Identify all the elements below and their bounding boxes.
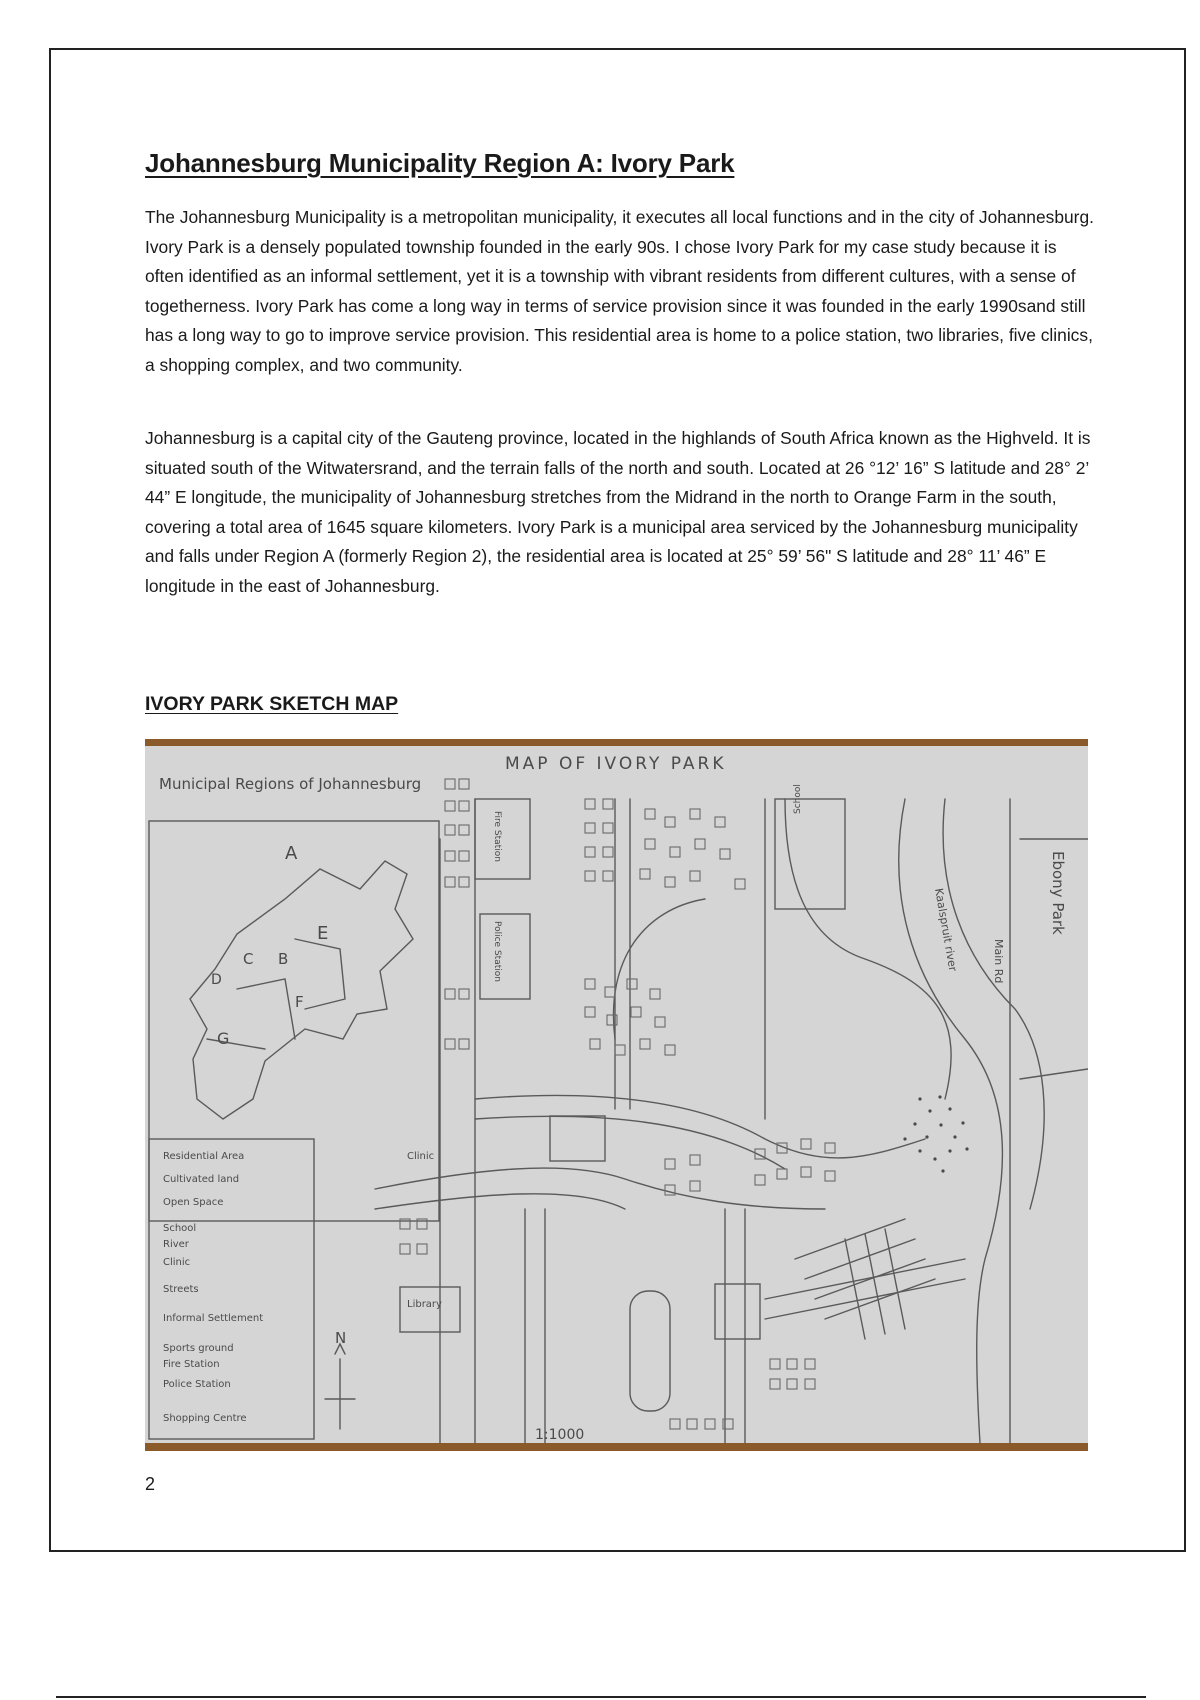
region-label-d: D	[211, 972, 222, 988]
kaalspruit-river-label: Kaalspruit river	[932, 887, 960, 973]
region-label-f: F	[295, 993, 304, 1011]
legend-item-0: Residential Area	[163, 1151, 245, 1162]
legend-item-5: Clinic	[163, 1257, 191, 1268]
fire-station-label: Fire Station	[492, 811, 502, 862]
map-scale: 1:1000	[535, 1427, 585, 1443]
region-label-e: E	[317, 923, 329, 944]
police-station-label: Police Station	[492, 921, 502, 982]
location-paragraph: Johannesburg is a capital city of the Gauteng province, located in the highlands of South Africa known as the Highveld. It is situated south of the Witwatersrand, and the terrain falls of the north and south. Located at 26 °12’ 16” S latitude and 28° 2’ 44” E longitude, the municipality of Johannesburg stretches from the Midrand in the north to Orange Farm in the south, covering a total area of 1645 square kilometers. Ivory Park is a municipal area serviced by the Johannesburg municipality and falls under Region A (formerly Region 2), the residential area is located at 25° 59’ 56" S latitude and 28° 11’ 46” E longitude in the east of Johannesburg.	[145, 428, 1091, 596]
inset-title: Municipal Regions of Johannesburg	[159, 775, 422, 793]
page-number: 2	[145, 1474, 156, 1494]
north-label: N	[335, 1329, 347, 1347]
legend-item-4: River	[163, 1239, 189, 1250]
sketch-map-title: MAP OF IVORY PARK	[505, 754, 727, 774]
intro-paragraph: The Johannesburg Municipality is a metropolitan municipality, it executes all local functions and in the city of Johannesburg. Ivory Park is a densely populated township founded in the early 90s. I chose Ivory Park for my case study because it is often identified as an informal settlement, yet it is a township with vibrant residents from different cultures, with a sense of togetherness. Ivory Park has come a long way in terms of service provision since it was founded in the early 1990sand still has a long way to go to improve service provision. This residential area is home to a police station, two libraries, five clinics, a shopping complex, and two community.	[145, 207, 1094, 375]
bottom-rule	[56, 1696, 1146, 1698]
sketch-map-photo	[145, 739, 1088, 1451]
legend-item-11: Shopping Centre	[163, 1413, 247, 1424]
region-label-c: C	[243, 950, 254, 968]
document-title: Johannesburg Municipality Region A: Ivory Park	[145, 148, 735, 178]
legend-item-10: Police Station	[163, 1379, 231, 1390]
ebony-park-label: Ebony Park	[1049, 851, 1067, 935]
legend-item-1: Cultivated land	[163, 1174, 240, 1185]
sketch-map-heading: IVORY PARK SKETCH MAP	[145, 693, 399, 715]
main-road-label: Main Rd	[992, 939, 1005, 984]
legend-item-7: Informal Settlement	[163, 1313, 264, 1324]
sketch-map-drawing	[145, 739, 1088, 1451]
school-label: School	[793, 784, 803, 814]
library-label: Library	[407, 1299, 442, 1310]
region-label-b: B	[278, 950, 289, 968]
legend-item-8: Sports ground	[163, 1343, 234, 1354]
region-label-g: G	[217, 1029, 230, 1048]
legend-item-3: School	[163, 1223, 197, 1234]
region-label-a: A	[285, 843, 298, 864]
legend-item-9: Fire Station	[163, 1359, 220, 1370]
clinic-label: Clinic	[407, 1151, 435, 1162]
legend-item-2: Open Space	[163, 1197, 224, 1208]
legend-item-6: Streets	[163, 1284, 199, 1295]
